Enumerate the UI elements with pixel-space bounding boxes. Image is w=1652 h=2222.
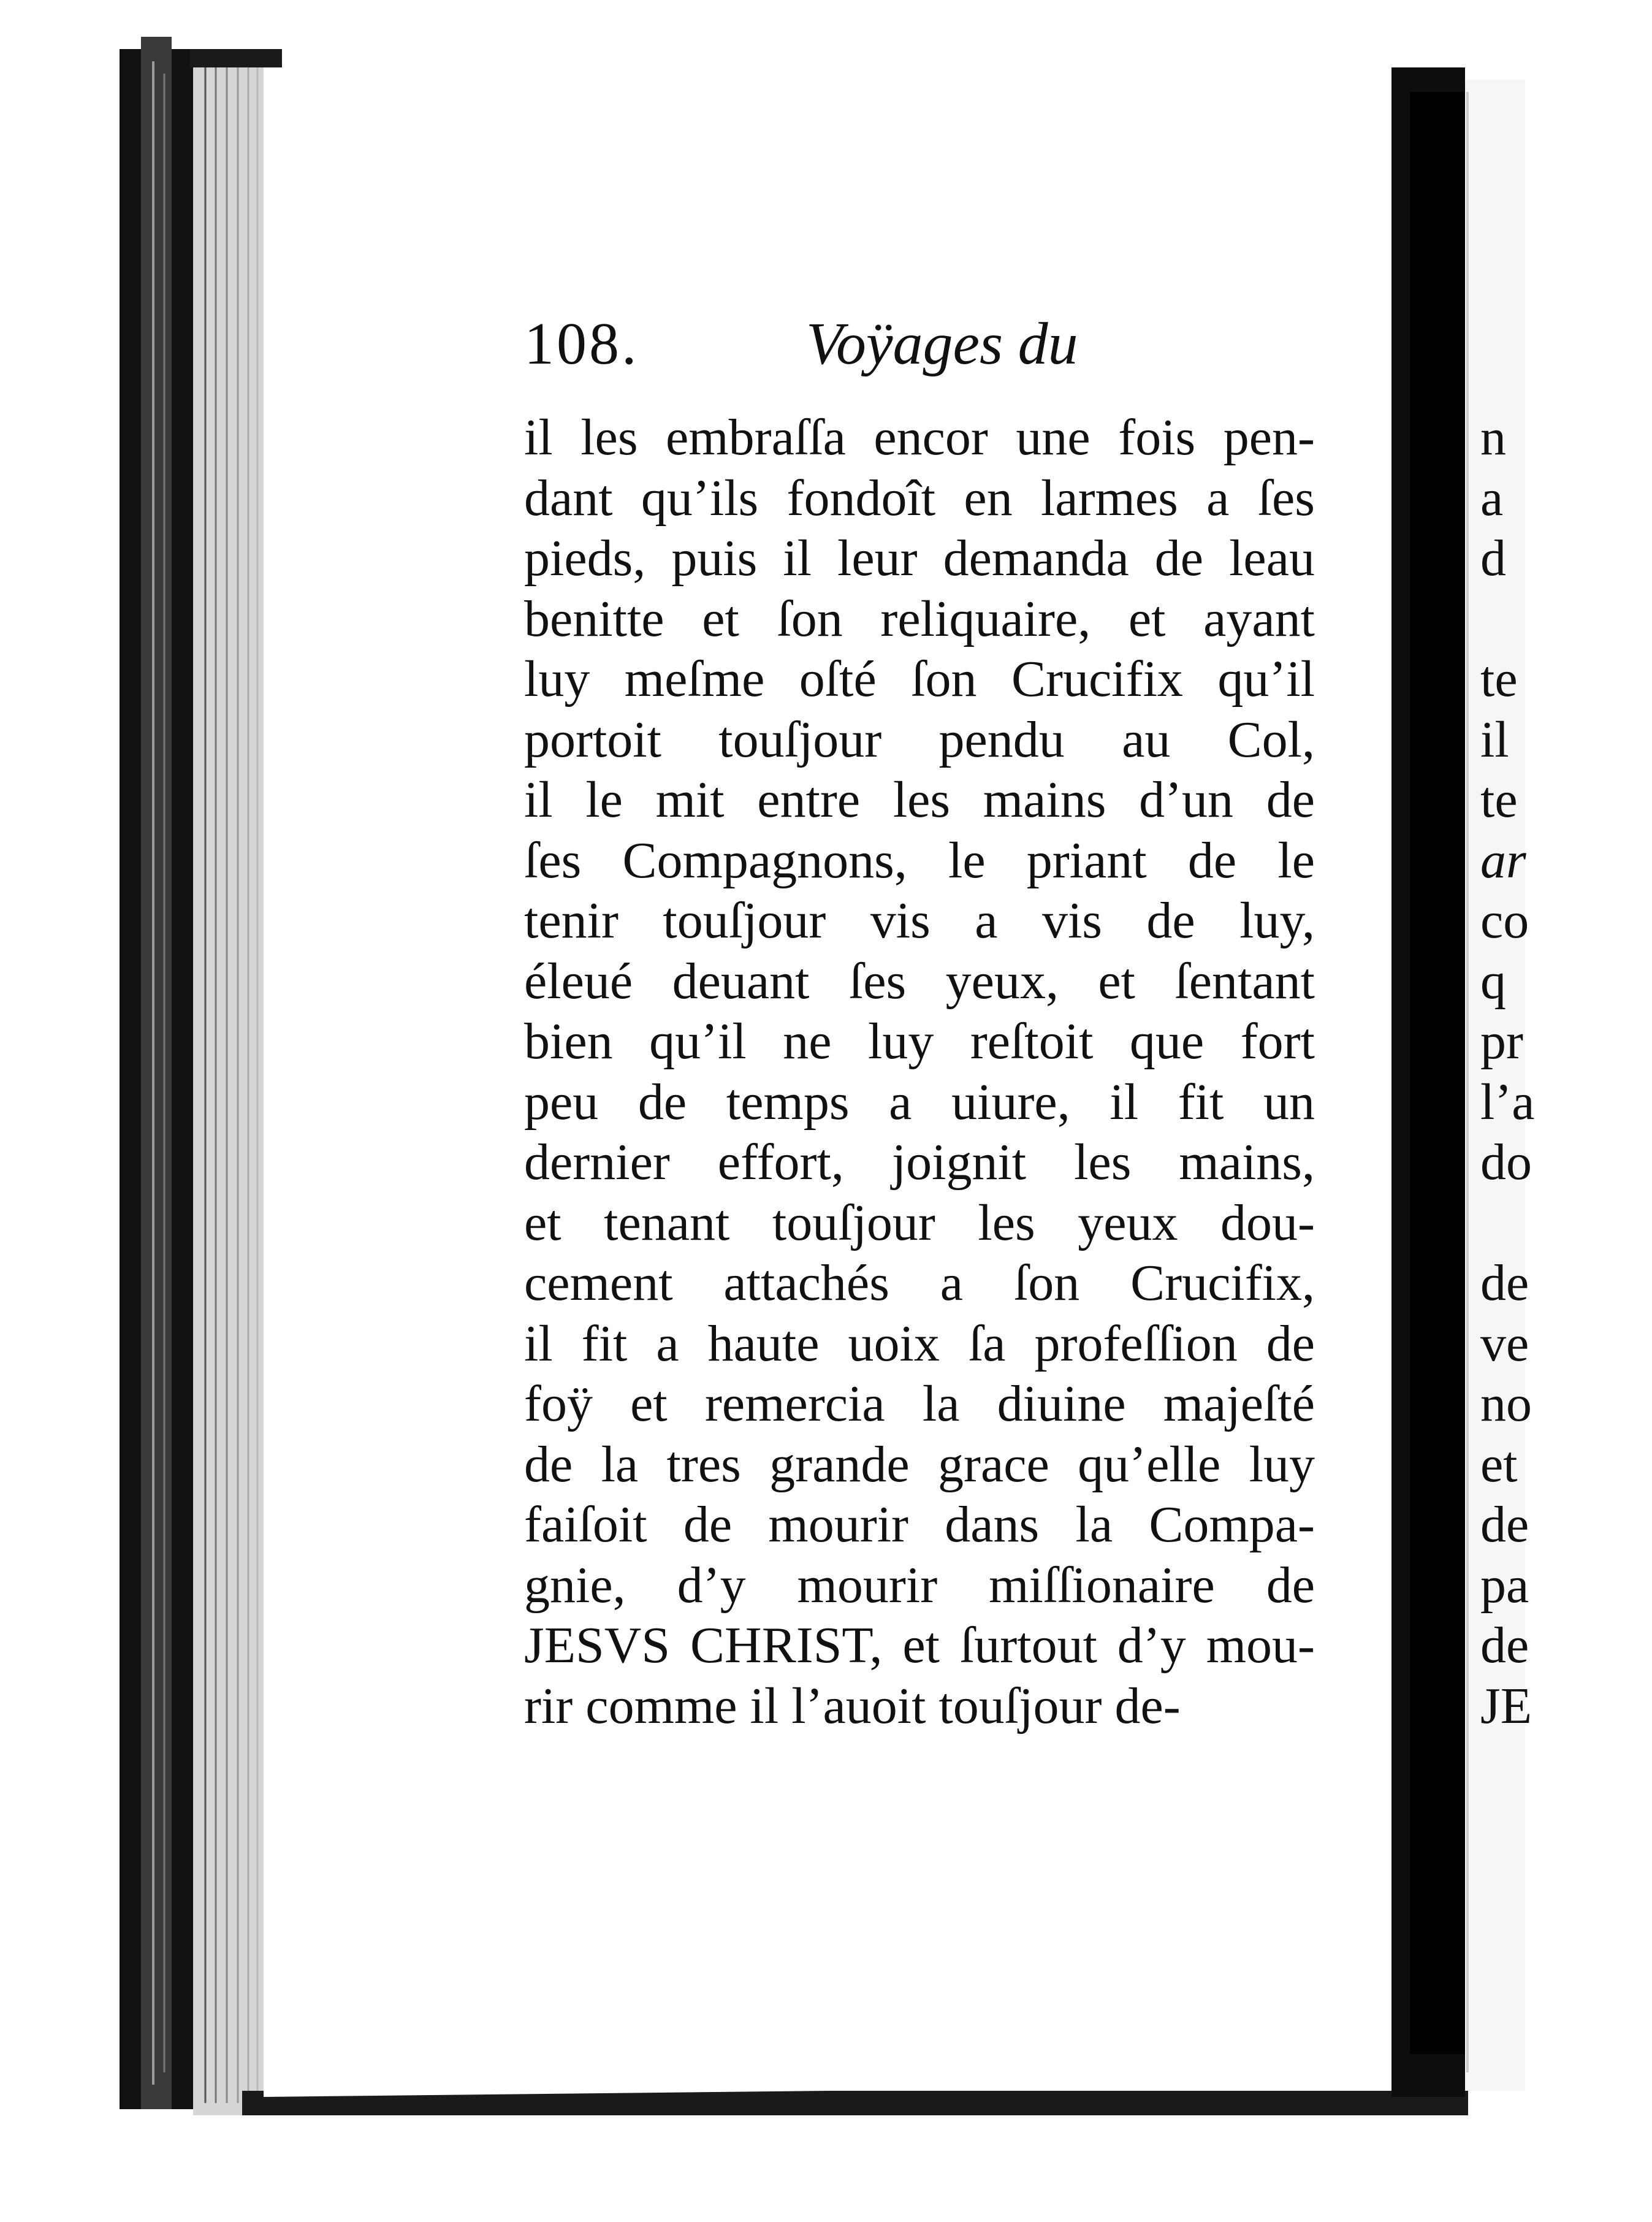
- facing-page-fragment: te: [1480, 651, 1518, 708]
- text-line: et tenant touſjour les yeux dou-: [524, 1194, 1315, 1251]
- facing-page-text: [1480, 408, 1535, 1736]
- facing-page-fragment: pr: [1480, 1013, 1523, 1070]
- text-line: cement attachés a ſon Crucifix,: [524, 1254, 1315, 1311]
- facing-page-fragment: ar: [1480, 831, 1526, 889]
- text-line: benitte et ſon reliquaire, et ayant: [524, 590, 1315, 647]
- body-text: [524, 408, 1315, 1736]
- text-line: pieds, puis il leur demanda de leau: [524, 530, 1315, 587]
- facing-page-fragment: no: [1480, 1375, 1532, 1432]
- text-line: il le mit entre les mains d’un de: [524, 771, 1315, 828]
- facing-page-fragment: ve: [1480, 1315, 1529, 1372]
- text-line: tenir touſjour vis a vis de luy,: [524, 892, 1315, 949]
- text-line: il les embraſſa encor une fois pen-: [524, 409, 1315, 466]
- facing-page-fragment: de: [1480, 1496, 1529, 1553]
- facing-page-fragment: co: [1480, 892, 1529, 949]
- running-head: [524, 310, 1652, 383]
- text-line: ſes Compagnons, le priant de le: [524, 831, 1315, 889]
- facing-page-fragment: et: [1480, 1435, 1518, 1493]
- text-line: de la tres grande grace qu’elle luy: [524, 1435, 1315, 1493]
- running-title: Voÿages du: [806, 311, 1078, 377]
- facing-page-fragment: JE: [1480, 1677, 1532, 1735]
- facing-page-fragment: te: [1480, 771, 1518, 828]
- page-number: 108.: [524, 311, 639, 377]
- text-line: il fit a haute uoix ſa profeſſion de: [524, 1315, 1315, 1372]
- facing-page-fragment: d: [1480, 530, 1506, 587]
- text-line: éleué deuant ſes yeux, et ſentant: [524, 952, 1315, 1010]
- text-line: foÿ et remercia la diuine majeſté: [524, 1375, 1315, 1432]
- text-line: JESVS CHRIST, et ſurtout d’y mou-: [524, 1617, 1315, 1674]
- facing-page-fragment: do: [1480, 1134, 1532, 1191]
- facing-page-fragment: de: [1480, 1254, 1529, 1311]
- text-line: luy meſme oſté ſon Crucifix qu’il: [524, 651, 1315, 708]
- facing-page-fragment: n: [1480, 409, 1506, 466]
- facing-page-fragment: il: [1480, 711, 1509, 768]
- facing-page-fragment: a: [1480, 469, 1504, 527]
- text-line: faiſoit de mourir dans la Compa-: [524, 1496, 1315, 1553]
- text-line: gnie, d’y mourir miſſionaire de: [524, 1556, 1315, 1614]
- text-line: dant qu’ils fondoît en larmes a ſes: [524, 469, 1315, 527]
- facing-page-fragment: l’a: [1480, 1073, 1535, 1131]
- facing-page-fragment: de: [1480, 1617, 1529, 1674]
- text-line: bien qu’il ne luy reſtoit que fort: [524, 1013, 1315, 1070]
- facing-page-fragment: q: [1480, 952, 1506, 1010]
- text-line: dernier effort, joignit les mains,: [524, 1134, 1315, 1191]
- text-line: rir comme il l’auoit touſjour de-: [524, 1677, 1181, 1735]
- facing-page-fragment: pa: [1480, 1556, 1529, 1614]
- facing-page-blank: [1480, 1193, 1525, 1254]
- text-line: portoit touſjour pendu au Col,: [524, 711, 1315, 768]
- facing-page-blank: [1480, 589, 1525, 650]
- text-line: peu de temps a uiure, il fit un: [524, 1073, 1315, 1131]
